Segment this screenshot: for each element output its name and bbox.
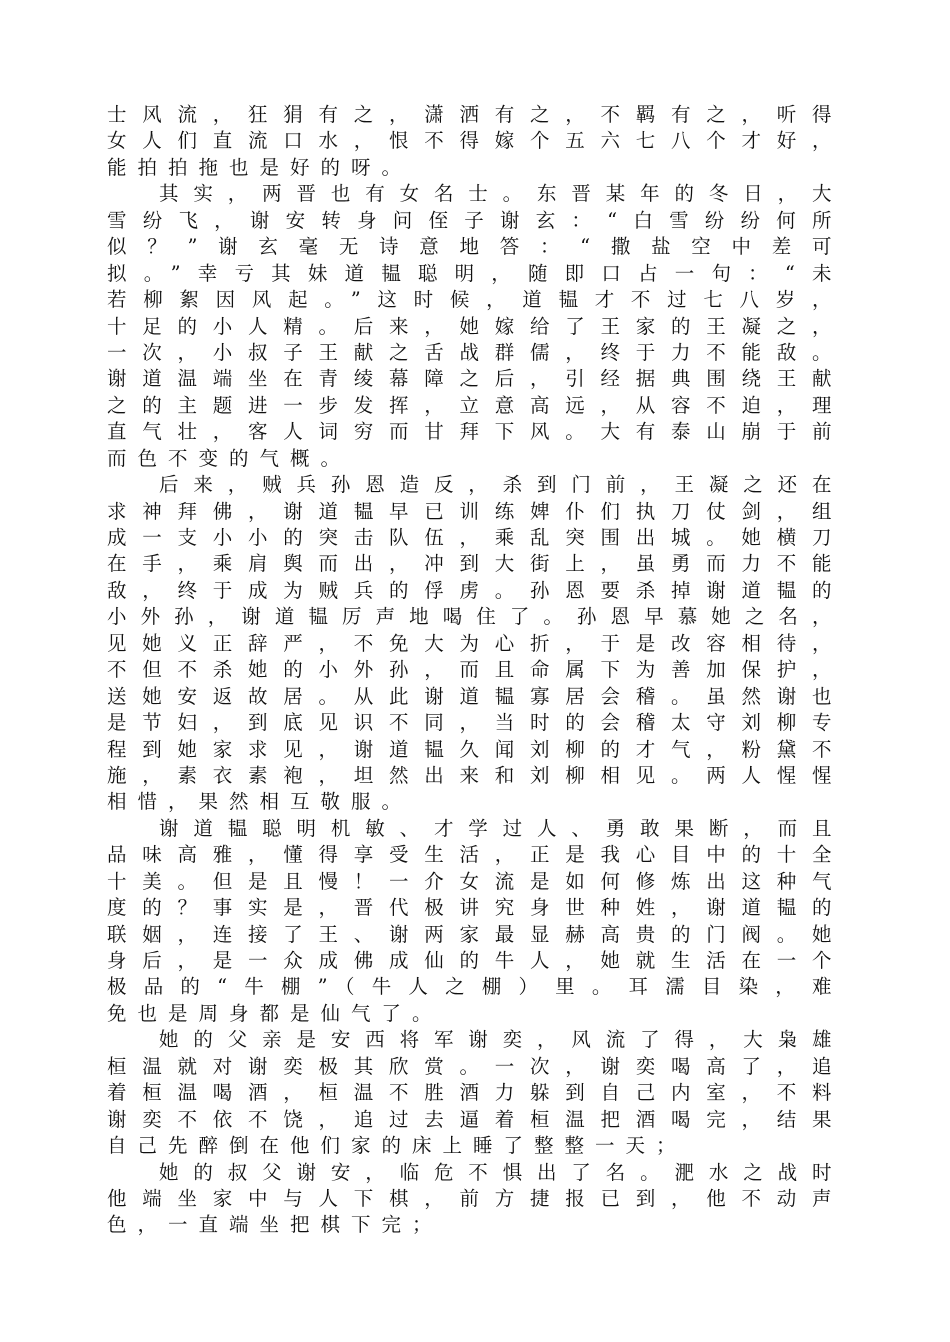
article-body bbox=[107, 102, 832, 1239]
text-line: 士风流，狂狷有之，潇洒有之，不羁有之，听得 bbox=[107, 103, 832, 126]
text-line: 直气壮，客人词穷而甘拜下风。大有泰山崩于前 bbox=[107, 420, 832, 444]
text-line: 谢道韫聪明机敏、才学过人、勇敢果断，而且 bbox=[159, 816, 832, 840]
text-line: 品味高雅，懂得享受生活，正是我心目中的十全 bbox=[107, 843, 832, 867]
text-line: 在手，乘肩舆而出，冲到大街上，虽勇而力不能 bbox=[107, 552, 832, 576]
paragraph bbox=[107, 1027, 832, 1159]
text-line: 她的父亲是安西将军谢奕，风流了得，大枭雄 bbox=[159, 1028, 832, 1052]
paragraph bbox=[107, 816, 832, 1028]
text-line: 一次，小叔子王献之舌战群儒，终于力不能敌。 bbox=[107, 340, 832, 364]
text-line: 求神拜佛，谢道韫早已训练婢仆们执刀仗剑，组 bbox=[107, 499, 832, 523]
text-line: 送她安返故居。从此谢道韫寡居会稽。虽然谢也 bbox=[107, 684, 832, 708]
text-line: 十足的小人精。后来，她嫁给了王家的王凝之， bbox=[107, 314, 832, 338]
text-line: 桓温就对谢奕极其欣赏。一次，谢奕喝高了，追 bbox=[107, 1054, 832, 1078]
text-line: 而色不变的气概。 bbox=[107, 446, 352, 470]
text-line: 她的叔父谢安，临危不惧出了名。淝水之战时 bbox=[159, 1160, 832, 1184]
text-line: 免也是周身都是仙气了。 bbox=[107, 1001, 443, 1025]
text-line: 能拍拍拖也是好的呀。 bbox=[107, 155, 413, 179]
text-line: 施，素衣素袍，坦然出来和刘柳相见。两人惺惺 bbox=[107, 763, 832, 787]
text-line: 见她义正辞严，不免大为心折，于是改容相待， bbox=[107, 631, 832, 655]
text-line: 程到她家求见，谢道韫久闻刘柳的才气，粉黛不 bbox=[107, 737, 832, 761]
text-line: 小外孙，谢道韫厉声地喝住了。孙恩早慕她之名， bbox=[107, 605, 832, 629]
text-line: 之的主题进一步发挥，立意高远，从容不迫，理 bbox=[107, 393, 832, 417]
text-line: 是节妇，到底见识不同，当时的会稽太守刘柳专 bbox=[107, 711, 832, 735]
text-line: 色，一直端坐把棋下完； bbox=[107, 1213, 443, 1237]
text-line: 敌，终于成为贼兵的俘虏。孙恩要杀掉谢道韫的 bbox=[107, 578, 832, 602]
text-line: 成一支小小的突击队伍，乘乱突围出城。她横刀 bbox=[107, 526, 832, 549]
text-line: 谢道温端坐在青绫幕障之后，引经据典围绕王献 bbox=[107, 367, 832, 391]
text-line: 自己先醉倒在他们家的床上睡了整整一天； bbox=[107, 1134, 687, 1158]
text-line: 着桓温喝酒，桓温不胜酒力躲到自己内室，不料 bbox=[107, 1081, 832, 1105]
text-line: 似？”谢玄毫无诗意地答：“撒盐空中差可 bbox=[107, 235, 832, 259]
text-line: 若柳絮因风起。”这时候，道韫才不过七八岁， bbox=[107, 288, 832, 312]
paragraph bbox=[107, 1160, 832, 1239]
text-line: 谢奕不依不饶，追过去逼着桓温把酒喝完，结果 bbox=[107, 1107, 832, 1131]
text-line: 其实，两晋也有女名士。东晋某年的冬日，大 bbox=[159, 182, 832, 206]
text-line: 不但不杀她的小外孙，而且命属下为善加保护， bbox=[107, 658, 832, 682]
text-line: 女人们直流口水，恨不得嫁个五六七八个才好， bbox=[107, 129, 832, 153]
text-line: 后来，贼兵孙恩造反，杀到门前，王凝之还在 bbox=[159, 473, 832, 497]
text-line: 极品的“牛棚”（牛人之棚）里。耳濡目染，难 bbox=[107, 975, 832, 999]
text-line: 拟。”幸亏其妹道韫聪明，随即口占一句：“未 bbox=[107, 261, 832, 285]
paragraph bbox=[107, 472, 832, 816]
text-line: 身后，是一众成佛成仙的牛人，她就生活在一个 bbox=[107, 949, 832, 972]
text-line: 相惜，果然相互敬服。 bbox=[107, 790, 413, 814]
paragraph bbox=[107, 181, 832, 472]
text-line: 联姻，连接了王、谢两家最显赫高贵的门阀。她 bbox=[107, 922, 832, 946]
text-line: 度的？事实是，晋代极讲究身世种姓，谢道韫的 bbox=[107, 896, 832, 920]
text-line: 十美。但是且慢！一介女流是如何修炼出这种气 bbox=[107, 869, 832, 893]
text-line: 雪纷飞，谢安转身问侄子谢玄：“白雪纷纷何所 bbox=[107, 208, 832, 232]
text-line: 他端坐家中与人下棋，前方捷报已到，他不动声 bbox=[107, 1186, 832, 1210]
paragraph bbox=[107, 102, 832, 181]
